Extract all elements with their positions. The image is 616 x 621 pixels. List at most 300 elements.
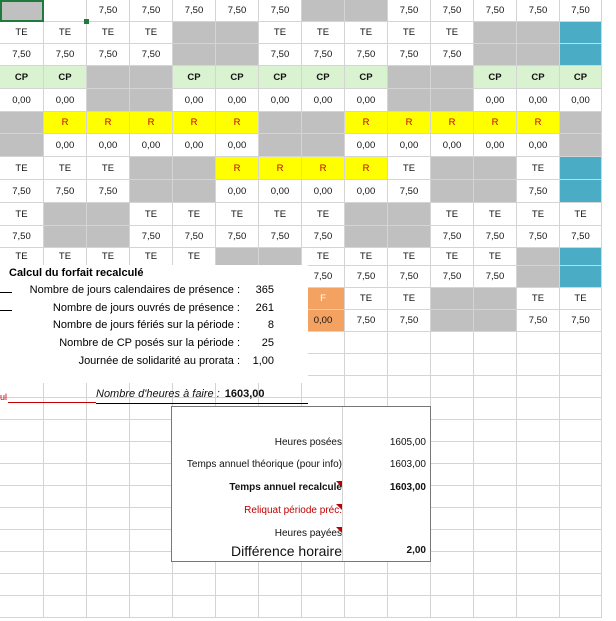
empty-cell[interactable] bbox=[345, 596, 388, 618]
empty-cell[interactable] bbox=[431, 574, 474, 596]
sheet-cell-grey[interactable] bbox=[87, 66, 130, 89]
empty-cell[interactable] bbox=[517, 354, 560, 376]
sheet-cell[interactable]: 7,50 bbox=[388, 266, 431, 288]
empty-cell[interactable] bbox=[517, 574, 560, 596]
sheet-cell[interactable]: 0,00 bbox=[216, 180, 259, 203]
sheet-cell[interactable]: 0,00 bbox=[130, 134, 173, 157]
sheet-cell[interactable]: TE bbox=[44, 248, 87, 266]
sheet-cell[interactable]: 0,00 bbox=[173, 89, 216, 112]
empty-cell[interactable] bbox=[560, 354, 602, 376]
sheet-cell[interactable]: 7,50 bbox=[44, 44, 87, 66]
sheet-cell[interactable]: TE bbox=[44, 22, 87, 44]
sheet-cell-cp[interactable]: CP bbox=[259, 66, 302, 89]
sheet-cell[interactable]: 7,50 bbox=[173, 0, 216, 22]
empty-cell[interactable] bbox=[517, 442, 560, 464]
sheet-cell-grey[interactable] bbox=[173, 22, 216, 44]
sheet-cell-grey[interactable] bbox=[44, 203, 87, 226]
sheet-cell-grey[interactable] bbox=[388, 89, 431, 112]
empty-cell[interactable] bbox=[130, 530, 173, 552]
sheet-cell[interactable]: TE bbox=[302, 203, 345, 226]
empty-cell[interactable] bbox=[87, 508, 130, 530]
sheet-cell[interactable]: 0,00 bbox=[560, 89, 602, 112]
sheet-cell-grey[interactable] bbox=[431, 157, 474, 180]
empty-cell[interactable] bbox=[560, 530, 602, 552]
empty-cell[interactable] bbox=[87, 596, 130, 618]
sheet-cell-cp[interactable]: CP bbox=[173, 66, 216, 89]
sheet-cell[interactable]: 7,50 bbox=[517, 226, 560, 248]
sheet-cell[interactable]: TE bbox=[388, 22, 431, 44]
empty-cell[interactable] bbox=[560, 420, 602, 442]
sheet-cell-grey[interactable] bbox=[345, 226, 388, 248]
empty-cell[interactable] bbox=[302, 596, 345, 618]
sheet-cell[interactable]: 7,50 bbox=[0, 226, 44, 248]
sheet-cell-r[interactable]: R bbox=[130, 112, 173, 134]
sheet-cell[interactable]: 7,50 bbox=[87, 180, 130, 203]
empty-cell[interactable] bbox=[44, 552, 87, 574]
empty-cell[interactable] bbox=[388, 354, 431, 376]
empty-cell[interactable] bbox=[345, 376, 388, 398]
sheet-cell-grey[interactable] bbox=[517, 266, 560, 288]
sheet-cell-grey[interactable] bbox=[44, 226, 87, 248]
sheet-cell[interactable]: 7,50 bbox=[431, 44, 474, 66]
empty-cell[interactable] bbox=[517, 486, 560, 508]
empty-cell[interactable] bbox=[474, 332, 517, 354]
sheet-cell[interactable]: 7,50 bbox=[388, 310, 431, 332]
sheet-cell[interactable]: TE bbox=[560, 203, 602, 226]
sheet-cell-r[interactable]: R bbox=[216, 157, 259, 180]
sheet-cell-grey[interactable] bbox=[259, 112, 302, 134]
empty-cell[interactable] bbox=[560, 376, 602, 398]
sheet-cell[interactable] bbox=[44, 0, 87, 22]
sheet-cell-grey[interactable] bbox=[302, 0, 345, 22]
empty-cell[interactable] bbox=[130, 398, 173, 420]
empty-cell[interactable] bbox=[474, 464, 517, 486]
sheet-cell-grey[interactable] bbox=[259, 134, 302, 157]
empty-cell[interactable] bbox=[388, 574, 431, 596]
sheet-cell[interactable]: 0,00 bbox=[259, 89, 302, 112]
sheet-cell-cp[interactable]: CP bbox=[474, 66, 517, 89]
sheet-cell-grey[interactable] bbox=[560, 134, 602, 157]
sheet-cell[interactable]: 7,50 bbox=[517, 310, 560, 332]
empty-cell[interactable] bbox=[130, 442, 173, 464]
empty-cell[interactable] bbox=[560, 464, 602, 486]
sheet-cell[interactable]: 7,50 bbox=[345, 266, 388, 288]
sheet-cell[interactable]: 7,50 bbox=[44, 180, 87, 203]
sheet-cell[interactable]: TE bbox=[431, 248, 474, 266]
sheet-cell[interactable]: 7,50 bbox=[130, 44, 173, 66]
sheet-cell-grey[interactable] bbox=[517, 44, 560, 66]
sheet-cell[interactable]: TE bbox=[87, 157, 130, 180]
sheet-cell[interactable]: TE bbox=[431, 22, 474, 44]
sheet-cell[interactable]: TE bbox=[302, 22, 345, 44]
sheet-cell-grey[interactable] bbox=[302, 112, 345, 134]
sheet-cell-grey[interactable] bbox=[474, 180, 517, 203]
sheet-cell[interactable]: TE bbox=[431, 203, 474, 226]
empty-cell[interactable] bbox=[0, 596, 44, 618]
empty-cell[interactable] bbox=[474, 442, 517, 464]
sheet-cell[interactable]: 7,50 bbox=[130, 0, 173, 22]
sheet-cell[interactable]: TE bbox=[173, 248, 216, 266]
sheet-cell-grey[interactable] bbox=[87, 203, 130, 226]
empty-cell[interactable] bbox=[474, 486, 517, 508]
sheet-cell-grey[interactable] bbox=[173, 180, 216, 203]
empty-cell[interactable] bbox=[0, 420, 44, 442]
sheet-cell[interactable]: 0,00 bbox=[388, 134, 431, 157]
empty-cell[interactable] bbox=[517, 332, 560, 354]
sheet-cell-grey[interactable] bbox=[431, 89, 474, 112]
sheet-cell-grey[interactable] bbox=[0, 112, 44, 134]
empty-cell[interactable] bbox=[431, 596, 474, 618]
sheet-cell-grey[interactable] bbox=[345, 203, 388, 226]
sheet-cell-grey[interactable] bbox=[87, 89, 130, 112]
empty-cell[interactable] bbox=[87, 552, 130, 574]
empty-cell[interactable] bbox=[517, 508, 560, 530]
sheet-cell-grey[interactable] bbox=[388, 226, 431, 248]
sheet-cell-grey[interactable] bbox=[431, 310, 474, 332]
empty-cell[interactable] bbox=[87, 464, 130, 486]
empty-cell[interactable] bbox=[474, 354, 517, 376]
sheet-cell[interactable]: TE bbox=[517, 288, 560, 310]
sheet-cell[interactable]: 0,00 bbox=[44, 134, 87, 157]
empty-cell[interactable] bbox=[345, 354, 388, 376]
sheet-cell-grey[interactable] bbox=[474, 310, 517, 332]
empty-cell[interactable] bbox=[560, 332, 602, 354]
empty-cell[interactable] bbox=[44, 530, 87, 552]
sheet-cell-r[interactable]: R bbox=[431, 112, 474, 134]
empty-cell[interactable] bbox=[431, 464, 474, 486]
sheet-cell-grey[interactable] bbox=[474, 288, 517, 310]
empty-cell[interactable] bbox=[44, 420, 87, 442]
sheet-cell[interactable]: 0,00 bbox=[345, 134, 388, 157]
sheet-cell-grey[interactable] bbox=[431, 66, 474, 89]
sheet-cell-r[interactable]: R bbox=[388, 112, 431, 134]
empty-cell[interactable] bbox=[87, 486, 130, 508]
sheet-cell[interactable]: 0,00 bbox=[173, 134, 216, 157]
sheet-cell[interactable]: 0,00 bbox=[0, 89, 44, 112]
sheet-cell-cp[interactable]: CP bbox=[216, 66, 259, 89]
empty-cell[interactable] bbox=[44, 442, 87, 464]
sheet-cell[interactable]: 7,50 bbox=[388, 44, 431, 66]
empty-cell[interactable] bbox=[44, 508, 87, 530]
empty-cell[interactable] bbox=[130, 464, 173, 486]
empty-cell[interactable] bbox=[431, 486, 474, 508]
sheet-cell-r[interactable]: R bbox=[87, 112, 130, 134]
empty-cell[interactable] bbox=[345, 332, 388, 354]
empty-cell[interactable] bbox=[517, 420, 560, 442]
empty-cell[interactable] bbox=[44, 596, 87, 618]
sheet-cell-grey[interactable] bbox=[474, 22, 517, 44]
fill-handle[interactable] bbox=[84, 19, 89, 24]
empty-cell[interactable] bbox=[302, 354, 345, 376]
sheet-cell[interactable]: 7,50 bbox=[474, 0, 517, 22]
empty-cell[interactable] bbox=[302, 574, 345, 596]
sheet-cell[interactable]: 7,50 bbox=[474, 266, 517, 288]
empty-cell[interactable] bbox=[130, 508, 173, 530]
sheet-cell-grey[interactable] bbox=[216, 248, 259, 266]
sheet-cell-blue[interactable] bbox=[560, 44, 602, 66]
sheet-cell[interactable]: 0,00 bbox=[431, 134, 474, 157]
sheet-cell[interactable]: 7,50 bbox=[517, 180, 560, 203]
sheet-cell[interactable]: TE bbox=[87, 22, 130, 44]
empty-cell[interactable] bbox=[87, 530, 130, 552]
sheet-cell[interactable]: 0,00 bbox=[517, 89, 560, 112]
sheet-cell[interactable]: 7,50 bbox=[87, 0, 130, 22]
sheet-cell[interactable]: TE bbox=[216, 203, 259, 226]
sheet-cell[interactable]: 7,50 bbox=[431, 266, 474, 288]
sheet-cell-blue[interactable] bbox=[560, 157, 602, 180]
empty-cell[interactable] bbox=[0, 530, 44, 552]
sheet-cell-r[interactable]: R bbox=[216, 112, 259, 134]
sheet-cell[interactable]: 0,00 bbox=[302, 310, 345, 332]
empty-cell[interactable] bbox=[259, 596, 302, 618]
empty-cell[interactable] bbox=[173, 574, 216, 596]
sheet-cell[interactable]: 7,50 bbox=[259, 0, 302, 22]
sheet-cell[interactable]: TE bbox=[474, 248, 517, 266]
empty-cell[interactable] bbox=[560, 398, 602, 420]
empty-cell[interactable] bbox=[431, 332, 474, 354]
sheet-cell[interactable]: 0,00 bbox=[44, 89, 87, 112]
sheet-cell[interactable]: TE bbox=[345, 288, 388, 310]
sheet-cell[interactable]: TE bbox=[44, 157, 87, 180]
sheet-cell-cp[interactable]: CP bbox=[44, 66, 87, 89]
sheet-cell[interactable]: 0,00 bbox=[259, 180, 302, 203]
sheet-cell[interactable]: 7,50 bbox=[173, 226, 216, 248]
sheet-cell[interactable]: TE bbox=[560, 288, 602, 310]
empty-cell[interactable] bbox=[388, 596, 431, 618]
empty-cell[interactable] bbox=[560, 442, 602, 464]
empty-cell[interactable] bbox=[130, 486, 173, 508]
sheet-cell-grey[interactable] bbox=[517, 22, 560, 44]
empty-cell[interactable] bbox=[173, 596, 216, 618]
sheet-cell[interactable]: 0,00 bbox=[216, 134, 259, 157]
sheet-cell[interactable]: 7,50 bbox=[87, 44, 130, 66]
sheet-cell[interactable]: 7,50 bbox=[302, 226, 345, 248]
sheet-cell-r[interactable]: R bbox=[474, 112, 517, 134]
empty-cell[interactable] bbox=[560, 486, 602, 508]
empty-cell[interactable] bbox=[0, 508, 44, 530]
sheet-cell-grey[interactable] bbox=[517, 248, 560, 266]
sheet-cell[interactable]: TE bbox=[87, 248, 130, 266]
empty-cell[interactable] bbox=[431, 420, 474, 442]
sheet-cell-grey[interactable] bbox=[388, 203, 431, 226]
empty-cell[interactable] bbox=[560, 508, 602, 530]
empty-cell[interactable] bbox=[474, 398, 517, 420]
sheet-cell[interactable]: TE bbox=[259, 22, 302, 44]
empty-cell[interactable] bbox=[560, 596, 602, 618]
empty-cell[interactable] bbox=[302, 376, 345, 398]
sheet-cell[interactable]: TE bbox=[302, 248, 345, 266]
sheet-cell-grey[interactable] bbox=[388, 66, 431, 89]
empty-cell[interactable] bbox=[517, 596, 560, 618]
empty-cell[interactable] bbox=[0, 464, 44, 486]
sheet-cell[interactable]: 7,50 bbox=[474, 226, 517, 248]
empty-cell[interactable] bbox=[130, 552, 173, 574]
sheet-cell[interactable]: 7,50 bbox=[345, 44, 388, 66]
sheet-cell[interactable]: 7,50 bbox=[259, 44, 302, 66]
empty-cell[interactable] bbox=[517, 552, 560, 574]
sheet-cell[interactable]: 7,50 bbox=[431, 0, 474, 22]
empty-cell[interactable] bbox=[388, 376, 431, 398]
sheet-cell[interactable]: 7,50 bbox=[0, 180, 44, 203]
sheet-cell[interactable]: TE bbox=[517, 203, 560, 226]
sheet-cell-grey[interactable] bbox=[130, 66, 173, 89]
sheet-cell[interactable]: TE bbox=[259, 203, 302, 226]
sheet-cell[interactable]: 0,00 bbox=[302, 180, 345, 203]
sheet-cell-r[interactable]: R bbox=[302, 157, 345, 180]
empty-cell[interactable] bbox=[0, 574, 44, 596]
sheet-cell-grey[interactable] bbox=[173, 157, 216, 180]
sheet-cell-blue[interactable] bbox=[560, 248, 602, 266]
empty-cell[interactable] bbox=[44, 486, 87, 508]
sheet-cell-grey[interactable] bbox=[130, 180, 173, 203]
sheet-cell-grey[interactable] bbox=[216, 44, 259, 66]
sheet-cell-blue[interactable] bbox=[560, 22, 602, 44]
empty-cell[interactable] bbox=[431, 354, 474, 376]
empty-cell[interactable] bbox=[0, 486, 44, 508]
empty-cell[interactable] bbox=[431, 552, 474, 574]
sheet-cell[interactable]: TE bbox=[173, 203, 216, 226]
empty-cell[interactable] bbox=[216, 574, 259, 596]
sheet-cell-blue[interactable] bbox=[560, 180, 602, 203]
sheet-cell[interactable]: TE bbox=[0, 248, 44, 266]
empty-cell[interactable] bbox=[302, 332, 345, 354]
sheet-cell-cp[interactable]: CP bbox=[345, 66, 388, 89]
sheet-cell[interactable]: TE bbox=[345, 22, 388, 44]
empty-cell[interactable] bbox=[44, 574, 87, 596]
empty-cell[interactable] bbox=[474, 596, 517, 618]
sheet-cell-f[interactable]: F bbox=[302, 288, 345, 310]
empty-cell[interactable] bbox=[259, 574, 302, 596]
sheet-cell-r[interactable]: R bbox=[44, 112, 87, 134]
sheet-cell[interactable]: 0,00 bbox=[345, 89, 388, 112]
sheet-cell-grey[interactable] bbox=[173, 44, 216, 66]
sheet-cell-grey[interactable] bbox=[431, 288, 474, 310]
sheet-cell[interactable]: TE bbox=[0, 203, 44, 226]
sheet-cell-cp[interactable]: CP bbox=[0, 66, 44, 89]
empty-cell[interactable] bbox=[431, 376, 474, 398]
sheet-cell-grey[interactable] bbox=[259, 248, 302, 266]
sheet-cell[interactable]: 7,50 bbox=[388, 180, 431, 203]
sheet-cell-grey[interactable] bbox=[216, 22, 259, 44]
sheet-cell-grey[interactable] bbox=[302, 134, 345, 157]
empty-cell[interactable] bbox=[431, 530, 474, 552]
empty-cell[interactable] bbox=[474, 376, 517, 398]
empty-cell[interactable] bbox=[560, 574, 602, 596]
sheet-cell[interactable]: 7,50 bbox=[302, 44, 345, 66]
empty-cell[interactable] bbox=[560, 552, 602, 574]
sheet-cell[interactable]: TE bbox=[130, 22, 173, 44]
sheet-cell[interactable]: 0,00 bbox=[474, 134, 517, 157]
sheet-cell-cp[interactable]: CP bbox=[517, 66, 560, 89]
sheet-cell-blue[interactable] bbox=[560, 266, 602, 288]
sheet-cell[interactable]: 0,00 bbox=[216, 89, 259, 112]
sheet-cell-grey[interactable] bbox=[130, 157, 173, 180]
sheet-cell[interactable]: 0,00 bbox=[345, 180, 388, 203]
sheet-cell[interactable]: TE bbox=[388, 248, 431, 266]
sheet-cell[interactable]: TE bbox=[388, 157, 431, 180]
empty-cell[interactable] bbox=[517, 530, 560, 552]
empty-cell[interactable] bbox=[87, 442, 130, 464]
empty-cell[interactable] bbox=[87, 420, 130, 442]
sheet-cell-grey[interactable] bbox=[560, 112, 602, 134]
sheet-cell[interactable]: 7,50 bbox=[302, 266, 345, 288]
sheet-cell[interactable]: 7,50 bbox=[216, 0, 259, 22]
sheet-cell[interactable]: 7,50 bbox=[560, 310, 602, 332]
sheet-cell[interactable]: 7,50 bbox=[259, 226, 302, 248]
empty-cell[interactable] bbox=[474, 552, 517, 574]
comment-indicator[interactable] bbox=[336, 527, 342, 533]
sheet-cell-grey[interactable] bbox=[0, 134, 44, 157]
empty-cell[interactable] bbox=[0, 442, 44, 464]
sheet-cell[interactable]: TE bbox=[0, 157, 44, 180]
sheet-cell-cp[interactable]: CP bbox=[302, 66, 345, 89]
empty-cell[interactable] bbox=[474, 530, 517, 552]
sheet-cell[interactable]: 7,50 bbox=[560, 0, 602, 22]
empty-cell[interactable] bbox=[44, 464, 87, 486]
sheet-cell-grey[interactable] bbox=[431, 180, 474, 203]
sheet-cell[interactable]: 7,50 bbox=[517, 0, 560, 22]
empty-cell[interactable] bbox=[474, 420, 517, 442]
sheet-cell[interactable]: 7,50 bbox=[388, 0, 431, 22]
sheet-cell[interactable]: TE bbox=[345, 248, 388, 266]
sheet-cell-r[interactable]: R bbox=[345, 157, 388, 180]
empty-cell[interactable] bbox=[130, 420, 173, 442]
sheet-cell-r[interactable]: R bbox=[517, 112, 560, 134]
sheet-cell-grey[interactable] bbox=[474, 157, 517, 180]
comment-indicator[interactable] bbox=[336, 504, 342, 510]
sheet-cell[interactable]: 7,50 bbox=[130, 226, 173, 248]
sheet-cell[interactable]: 0,00 bbox=[302, 89, 345, 112]
sheet-cell[interactable]: 0,00 bbox=[517, 134, 560, 157]
empty-cell[interactable] bbox=[474, 508, 517, 530]
sheet-cell-r[interactable]: R bbox=[173, 112, 216, 134]
sheet-cell[interactable]: TE bbox=[517, 157, 560, 180]
empty-cell[interactable] bbox=[431, 508, 474, 530]
sheet-cell[interactable]: TE bbox=[388, 288, 431, 310]
sheet-cell-grey[interactable] bbox=[474, 44, 517, 66]
empty-cell[interactable] bbox=[130, 574, 173, 596]
empty-cell[interactable] bbox=[87, 574, 130, 596]
sheet-cell[interactable]: 7,50 bbox=[345, 310, 388, 332]
selected-cell[interactable] bbox=[0, 0, 44, 22]
empty-cell[interactable] bbox=[216, 596, 259, 618]
empty-cell[interactable] bbox=[0, 552, 44, 574]
sheet-cell[interactable]: 7,50 bbox=[216, 226, 259, 248]
empty-cell[interactable] bbox=[345, 574, 388, 596]
sheet-cell-grey[interactable] bbox=[87, 226, 130, 248]
sheet-cell-r[interactable]: R bbox=[259, 157, 302, 180]
sheet-cell-grey[interactable] bbox=[130, 89, 173, 112]
sheet-cell-r[interactable]: R bbox=[345, 112, 388, 134]
sheet-cell[interactable]: 7,50 bbox=[431, 226, 474, 248]
sheet-cell[interactable]: TE bbox=[130, 248, 173, 266]
empty-cell[interactable] bbox=[517, 398, 560, 420]
sheet-cell[interactable]: TE bbox=[130, 203, 173, 226]
comment-indicator[interactable] bbox=[336, 481, 342, 487]
sheet-cell[interactable]: TE bbox=[0, 22, 44, 44]
sheet-cell[interactable]: TE bbox=[474, 203, 517, 226]
empty-cell[interactable] bbox=[388, 332, 431, 354]
sheet-cell[interactable]: 7,50 bbox=[0, 44, 44, 66]
sheet-cell[interactable]: 0,00 bbox=[474, 89, 517, 112]
empty-cell[interactable] bbox=[431, 398, 474, 420]
empty-cell[interactable] bbox=[474, 574, 517, 596]
sheet-cell[interactable]: 7,50 bbox=[560, 226, 602, 248]
sheet-cell-grey[interactable] bbox=[345, 0, 388, 22]
empty-cell[interactable] bbox=[517, 464, 560, 486]
empty-cell[interactable] bbox=[130, 596, 173, 618]
sheet-cell-cp[interactable]: CP bbox=[560, 66, 602, 89]
